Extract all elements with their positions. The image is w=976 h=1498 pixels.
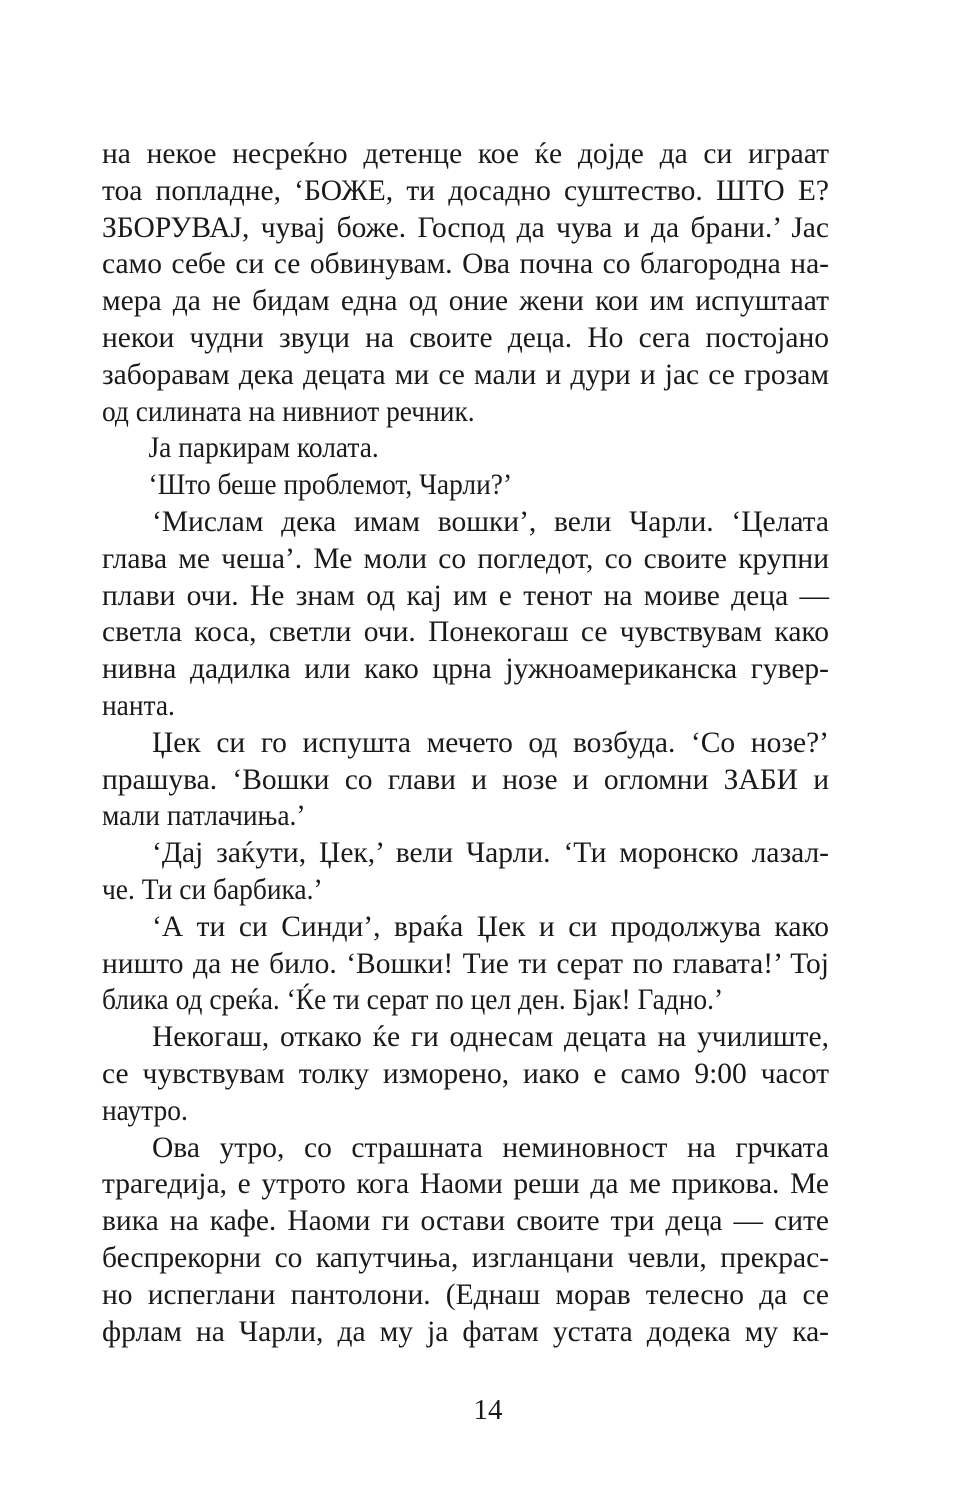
- text-line-content: тоа попладне, ‘БОЖЕ, ти досадно суштество. ШТО Е?: [102, 174, 829, 207]
- text-line: [102, 982, 829, 1019]
- text-line-content: ништо да не било. ‘Вошки! Тие ти серат по главата!’ Тој: [102, 947, 829, 980]
- text-line: [102, 430, 829, 467]
- text-line: [102, 1093, 829, 1130]
- text-line-content: ‘Што беше проблемот, Чарли?’: [148, 469, 513, 502]
- text-line-content: ‘Мислам дека имам вошки’, вели Чарли. ‘Целата: [152, 505, 829, 538]
- text-line: [102, 835, 829, 872]
- text-line-content: плави очи. Не знам од кај им е тенот на моиве деца —: [102, 579, 829, 612]
- text-line-content: мали патлачиња.’: [102, 800, 306, 833]
- text-line: [102, 688, 829, 725]
- text-line-content: беспрекорни со капутчиња, изгланцани чевли, прекрас-: [102, 1241, 829, 1274]
- body-text: [102, 136, 829, 1350]
- text-line: [102, 651, 829, 688]
- text-line: [102, 320, 829, 357]
- text-line-content: заборавам дека децата ми се мали и дури и јас се грозам: [102, 358, 829, 391]
- text-line-content: Некогаш, откако ќе ги однесам децата на училиште,: [152, 1021, 829, 1054]
- text-line: [102, 210, 829, 247]
- text-line: [102, 1019, 829, 1056]
- text-line-content: само себе си се обвинувам. Ова почна со благородна на-: [102, 248, 829, 281]
- text-line: [102, 578, 829, 615]
- text-line: [102, 173, 829, 210]
- text-line-content: нивна дадилка или како црна јужноамериканска гувер-: [102, 653, 829, 686]
- text-line: [102, 357, 829, 394]
- text-line: [102, 1166, 829, 1203]
- text-line: [102, 246, 829, 283]
- text-line-content: блика од среќа. ‘Ќе ти серат по цел ден. Бјак! Гадно.’: [102, 984, 724, 1017]
- text-line-content: вика на кафе. Наоми ги остави своите три деца — сите: [102, 1205, 829, 1238]
- text-line: [102, 909, 829, 946]
- page-number: 14: [473, 1394, 503, 1426]
- text-line: [102, 136, 829, 173]
- text-line: [102, 1056, 829, 1093]
- text-line-content: глава ме чеша’. Ме моли со погледот, со своите крупни: [102, 542, 829, 575]
- text-line-content: прашува. ‘Вошки со глави и нозе и огломни ЗАБИ и: [102, 763, 829, 796]
- text-line: [102, 541, 829, 578]
- text-line-content: Џек си го испушта мечето од возбуда. ‘Со нозе?’: [152, 726, 829, 759]
- text-line-content: трагедија, е утрото кога Наоми реши да ме прикова. Ме: [102, 1168, 829, 1201]
- text-line-content: се чувствувам толку изморено, иако е само 9:00 часот: [102, 1057, 829, 1090]
- text-line-content: од силината на нивниот речник.: [102, 395, 475, 428]
- text-line-content: некои чудни звуци на своите деца. Но сега постојано: [102, 321, 829, 354]
- text-line-content: на некое несреќно детенце кое ќе дојде да си играат: [102, 138, 829, 170]
- text-line: [102, 1277, 829, 1314]
- text-line: [102, 1240, 829, 1277]
- text-line: [102, 1203, 829, 1240]
- text-line-content: че. Ти си барбика.’: [102, 873, 323, 906]
- text-line: [102, 283, 829, 320]
- text-line: [102, 798, 829, 835]
- text-line-content: светла коса, светли очи. Понекогаш се чувствувам како: [102, 616, 829, 649]
- text-line: [102, 467, 829, 504]
- text-line: [102, 725, 829, 762]
- text-line-content: Ова утро, со страшната неминовност на грчката: [152, 1131, 829, 1164]
- text-line: [102, 872, 829, 909]
- text-line: [102, 504, 829, 541]
- text-line-content: мера да не бидам една од оние жени кои им испуштаат: [102, 285, 829, 318]
- text-line: [102, 1314, 829, 1351]
- text-line: [102, 946, 829, 983]
- text-line-content: ЗБОРУВАЈ, чувај боже. Господ да чува и да брани.’ Јас: [102, 211, 829, 244]
- text-line-content: наутро.: [102, 1094, 188, 1127]
- text-line: [102, 614, 829, 651]
- text-line-content: нанта.: [102, 689, 175, 722]
- text-line-content: но испеглани пантолони. (Еднаш морав телесно да се: [102, 1278, 829, 1311]
- text-line: [102, 394, 829, 431]
- text-line: [102, 762, 829, 799]
- text-line-content: Ја паркирам колата.: [148, 432, 379, 465]
- text-line: [102, 1130, 829, 1167]
- text-line-content: фрлам на Чарли, да му ја фатам устата додека му ка-: [102, 1315, 829, 1348]
- text-line-content: ‘Дај заќути, Џек,’ вели Чарли. ‘Ти моронско лазал-: [152, 837, 829, 870]
- text-line-content: ‘А ти си Синди’, враќа Џек и си продолжува како: [152, 910, 829, 943]
